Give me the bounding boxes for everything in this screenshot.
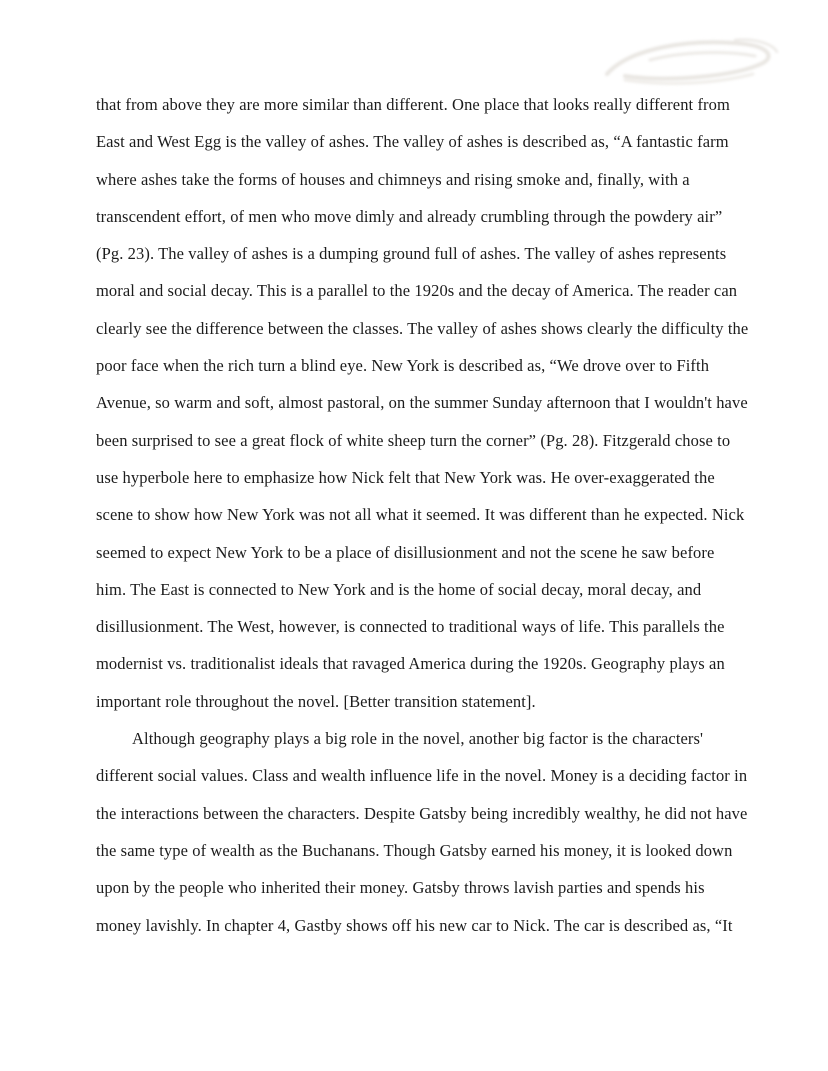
text-line: money lavishly. In chapter 4, Gastby shows off his new car to Nick. The car is described as, “It	[96, 915, 733, 935]
text-line: scene to show how New York was not all what it seemed. It was different than he expected. Nick	[96, 505, 745, 525]
text-line: East and West Egg is the valley of ashes. The valley of ashes is described as, “A fantastic farm	[96, 132, 729, 152]
text-line: Avenue, so warm and soft, almost pastoral, on the summer Sunday afternoon that I wouldn't have	[96, 393, 748, 413]
text-line: the same type of wealth as the Buchanans. Though Gatsby earned his money, it is looked down	[96, 840, 733, 860]
text-line: modernist vs. traditionalist ideals that ravaged America during the 1920s. Geography plays an	[96, 654, 725, 674]
text-line: (Pg. 23). The valley of ashes is a dumping ground full of ashes. The valley of ashes represents	[96, 244, 727, 264]
text-line: upon by the people who inherited their money. Gatsby throws lavish parties and spends his	[96, 878, 705, 898]
text-line: clearly see the difference between the classes. The valley of ashes shows clearly the difficulty the	[96, 318, 749, 338]
text-line: him. The East is connected to New York and is the home of social decay, moral decay, and	[96, 579, 702, 599]
text-line: different social values. Class and wealth influence life in the novel. Money is a deciding factor in	[96, 766, 748, 786]
essay-text-block	[96, 86, 749, 944]
text-line: been surprised to see a great flock of white sheep turn the corner” (Pg. 28). Fitzgerald chose to	[96, 430, 731, 450]
text-line: seemed to expect New York to be a place of disillusionment and not the scene he saw before	[96, 542, 715, 562]
text-line: moral and social decay. This is a parallel to the 1920s and the decay of America. The reader can	[96, 281, 738, 301]
text-line: use hyperbole here to emphasize how Nick felt that New York was. He over-exaggerated the	[96, 467, 715, 487]
text-line: poor face when the rich turn a blind eye. New York is described as, “We drove over to Fifth	[96, 356, 710, 376]
text-line: disillusionment. The West, however, is connected to traditional ways of life. This parallels the	[96, 617, 725, 637]
text-line: the interactions between the characters. Despite Gatsby being incredibly wealthy, he did not have	[96, 803, 748, 823]
text-line: that from above they are more similar than different. One place that looks really different from	[96, 95, 730, 114]
text-line-paragraph-start: Although geography plays a big role in the novel, another big factor is the characters'	[132, 729, 704, 749]
text-line: where ashes take the forms of houses and chimneys and rising smoke and, finally, with a	[96, 169, 690, 189]
text-line: transcendent effort, of men who move dimly and already crumbling through the powdery air”	[96, 206, 723, 226]
text-line: important role throughout the novel. [Better transition statement].	[96, 691, 536, 711]
